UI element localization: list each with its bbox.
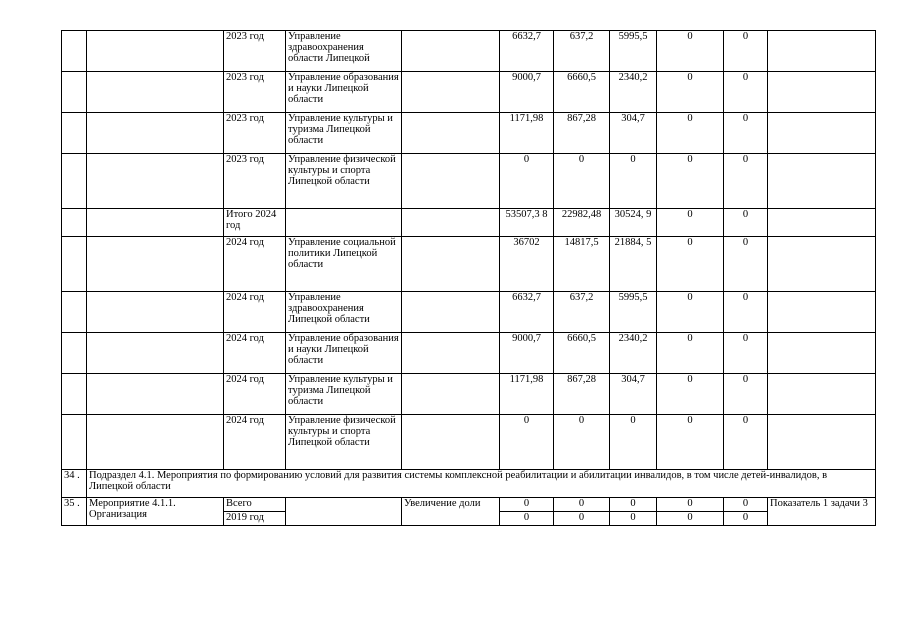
agency-cell: Управление культуры и туризма Липецкой области: [286, 374, 402, 415]
note-cell: [768, 415, 876, 470]
value-cell: 867,28: [554, 113, 610, 154]
period-cell: 2023 год: [224, 31, 286, 72]
value-cell: 0: [657, 31, 724, 72]
measure-cell: [87, 374, 224, 415]
value-cell: 0: [657, 374, 724, 415]
value-cell: 5995,5: [610, 31, 657, 72]
indicator-cell: [402, 415, 500, 470]
period-cell: 2019 год: [224, 512, 286, 526]
note-cell: [768, 237, 876, 292]
number-cell: [62, 415, 87, 470]
value-cell: 637,2: [554, 31, 610, 72]
agency-cell: Управление здравоохранения области Липецкой: [286, 31, 402, 72]
value-cell: 0: [554, 512, 610, 526]
value-cell: 0: [724, 292, 768, 333]
value-cell: 0: [554, 154, 610, 209]
table-row: [62, 72, 876, 113]
measure-title: Мероприятие 4.1.1. Организация: [87, 498, 224, 526]
value-cell: 0: [657, 72, 724, 113]
note-cell: Показатель 1 задачи 3: [768, 498, 876, 526]
number-cell: [62, 31, 87, 72]
number-cell: [62, 237, 87, 292]
note-cell: [768, 209, 876, 237]
agency-cell: [286, 209, 402, 237]
indicator-cell: [402, 31, 500, 72]
period-cell: 2023 год: [224, 113, 286, 154]
value-cell: 6660,5: [554, 333, 610, 374]
number-cell: [62, 209, 87, 237]
measure-cell: [87, 333, 224, 374]
table-row: [62, 237, 876, 292]
indicator-cell: [402, 333, 500, 374]
table-row: [62, 113, 876, 154]
value-cell: 0: [554, 415, 610, 470]
value-cell: 2340,2: [610, 72, 657, 113]
value-cell: 304,7: [610, 374, 657, 415]
financing-table: [61, 30, 876, 526]
value-cell: 0: [657, 237, 724, 292]
value-cell: 0: [724, 512, 768, 526]
indicator-cell: [402, 209, 500, 237]
indicator-cell: [402, 237, 500, 292]
value-cell: 0: [724, 154, 768, 209]
value-cell: 0: [724, 31, 768, 72]
table-row: [62, 292, 876, 333]
value-cell: 0: [724, 415, 768, 470]
value-cell: 0: [610, 512, 657, 526]
value-cell: 0: [500, 415, 554, 470]
value-cell: 5995,5: [610, 292, 657, 333]
agency-cell: Управление физической культуры и спорта Липецкой области: [286, 154, 402, 209]
value-cell: 0: [657, 113, 724, 154]
number-cell: [62, 154, 87, 209]
agency-cell: Управление физической культуры и спорта Липецкой области: [286, 415, 402, 470]
section-title: Подраздел 4.1. Мероприятия по формированию условий для развития системы комплексной реабилитации и абилитации инвалидов, в том числе детей-инвалидов, в Липецкой области: [87, 470, 876, 498]
period-cell: 2024 год: [224, 415, 286, 470]
row-number: 34 .: [62, 470, 87, 498]
agency-cell: Управление культуры и туризма Липецкой области: [286, 113, 402, 154]
table-row: [62, 154, 876, 209]
measure-cell: [87, 31, 224, 72]
period-cell: 2024 год: [224, 374, 286, 415]
value-cell: 0: [657, 333, 724, 374]
number-cell: [62, 374, 87, 415]
value-cell: 0: [610, 415, 657, 470]
indicator-cell: [402, 154, 500, 209]
value-cell: 14817,5: [554, 237, 610, 292]
value-cell: 0: [724, 333, 768, 374]
indicator-cell: [402, 113, 500, 154]
table-row: [62, 374, 876, 415]
measure-cell: [87, 237, 224, 292]
value-cell: 6632,7: [500, 292, 554, 333]
value-cell: 0: [657, 209, 724, 237]
value-cell: 9000,7: [500, 333, 554, 374]
value-cell: 36702: [500, 237, 554, 292]
agency-cell: Управление образования и науки Липецкой области: [286, 72, 402, 113]
value-cell: 0: [657, 292, 724, 333]
value-cell: 304,7: [610, 113, 657, 154]
value-cell: 0: [610, 154, 657, 209]
table-row: [62, 498, 876, 512]
table-row: [62, 209, 876, 237]
period-cell: 2024 год: [224, 333, 286, 374]
value-cell: 0: [724, 113, 768, 154]
period-cell: Всего: [224, 498, 286, 512]
indicator-cell: [402, 72, 500, 113]
value-cell: 0: [657, 498, 724, 512]
value-cell: 9000,7: [500, 72, 554, 113]
row-number: 35 .: [62, 498, 87, 526]
value-cell: 30524, 9: [610, 209, 657, 237]
value-cell: 0: [724, 237, 768, 292]
measure-cell: [87, 113, 224, 154]
value-cell: 2340,2: [610, 333, 657, 374]
measure-cell: [87, 415, 224, 470]
value-cell: 0: [610, 498, 657, 512]
indicator-cell: [402, 292, 500, 333]
value-cell: 0: [554, 498, 610, 512]
value-cell: 1171,98: [500, 374, 554, 415]
value-cell: 0: [724, 72, 768, 113]
period-cell: 2023 год: [224, 72, 286, 113]
measure-cell: [87, 154, 224, 209]
value-cell: 0: [724, 209, 768, 237]
section-row: [62, 470, 876, 498]
period-cell: 2023 год: [224, 154, 286, 209]
value-cell: 637,2: [554, 292, 610, 333]
value-cell: 0: [500, 154, 554, 209]
note-cell: [768, 292, 876, 333]
table-body: [62, 31, 876, 526]
table-row: [62, 415, 876, 470]
value-cell: 0: [657, 154, 724, 209]
number-cell: [62, 292, 87, 333]
value-cell: 21884, 5: [610, 237, 657, 292]
agency-cell: Управление образования и науки Липецкой области: [286, 333, 402, 374]
value-cell: 0: [500, 512, 554, 526]
value-cell: 0: [724, 374, 768, 415]
note-cell: [768, 374, 876, 415]
value-cell: 6660,5: [554, 72, 610, 113]
agency-cell: [286, 498, 402, 526]
note-cell: [768, 113, 876, 154]
number-cell: [62, 113, 87, 154]
measure-cell: [87, 72, 224, 113]
value-cell: 22982,48: [554, 209, 610, 237]
value-cell: 867,28: [554, 374, 610, 415]
agency-cell: Управление здравоохранения Липецкой области: [286, 292, 402, 333]
agency-cell: Управление социальной политики Липецкой области: [286, 237, 402, 292]
indicator-cell: [402, 374, 500, 415]
measure-cell: [87, 292, 224, 333]
note-cell: [768, 72, 876, 113]
note-cell: [768, 31, 876, 72]
value-cell: 0: [657, 512, 724, 526]
number-cell: [62, 72, 87, 113]
table-row: [62, 31, 876, 72]
period-cell: 2024 год: [224, 237, 286, 292]
value-cell: 0: [500, 498, 554, 512]
table-row: [62, 333, 876, 374]
indicator-cell: Увеличение доли: [402, 498, 500, 526]
measure-cell: [87, 209, 224, 237]
note-cell: [768, 154, 876, 209]
number-cell: [62, 333, 87, 374]
period-cell: Итого 2024 год: [224, 209, 286, 237]
value-cell: 0: [657, 415, 724, 470]
value-cell: 6632,7: [500, 31, 554, 72]
value-cell: 0: [724, 498, 768, 512]
value-cell: 53507,3 8: [500, 209, 554, 237]
value-cell: 1171,98: [500, 113, 554, 154]
period-cell: 2024 год: [224, 292, 286, 333]
note-cell: [768, 333, 876, 374]
